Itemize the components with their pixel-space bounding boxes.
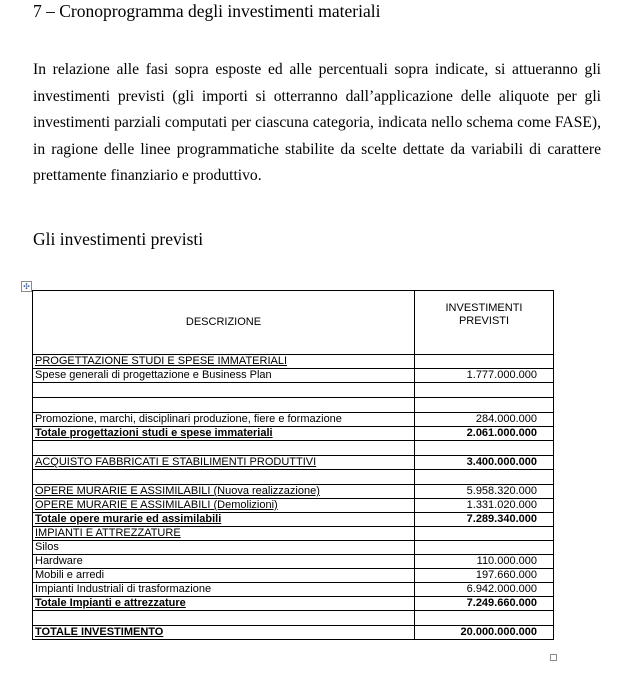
- investments-table: [32, 290, 554, 640]
- row-description: [33, 441, 415, 456]
- row-investment-value: 7.289.340.000: [415, 513, 554, 527]
- header-description-label: DESCRIZIONE: [185, 316, 262, 328]
- header-investments-line1: INVESTIMENTI: [445, 302, 523, 314]
- row-description: OPERE MURARIE E ASSIMILABILI (Demolizioni): [33, 499, 415, 513]
- row-investment-value: 20.000.000.000: [415, 626, 554, 640]
- table-row: [33, 499, 554, 513]
- move-arrows-icon[interactable]: ✣: [21, 281, 32, 292]
- table-row: [33, 355, 554, 369]
- table-row: [33, 555, 554, 569]
- intro-paragraph: In relazione alle fasi sopra esposte ed alle percentuali sopra indicate, si attueranno gli investimenti previsti (gli importi si otterranno dall’applicazione delle aliquote per gli investimenti parziali computati per ciascuna categoria, indicata nello schema come FASE), in ragione delle linee programmatiche stabilite da scelte dettate da variabili di carattere prettamente finanziario e produttivo.: [33, 61, 601, 184]
- table-row: [33, 569, 554, 583]
- table-row: [33, 611, 554, 626]
- row-investment-value: 2.061.000.000: [415, 427, 554, 441]
- row-description: Silos: [33, 541, 415, 555]
- row-investment-value: 3.400.000.000: [415, 456, 554, 470]
- row-investment-value: [415, 441, 554, 456]
- row-investment-value: 284.000.000: [415, 413, 554, 427]
- table-row: [33, 527, 554, 541]
- row-description: [33, 611, 415, 626]
- row-investment-value: 1.777.000.000: [415, 369, 554, 383]
- header-description: [33, 291, 415, 355]
- table-row: [33, 398, 554, 413]
- table-row: [33, 456, 554, 470]
- row-description: Mobili e arredi: [33, 569, 415, 583]
- table-row: [33, 597, 554, 611]
- row-investment-value: 5.958.320.000: [415, 485, 554, 499]
- row-description: Totale progettazioni studi e spese immateriali: [33, 427, 415, 441]
- row-description: Totale opere murarie ed assimilabili: [33, 513, 415, 527]
- table-row: [33, 485, 554, 499]
- row-investment-value: 1.331.020.000: [415, 499, 554, 513]
- subtitle: Gli investimenti previsti: [33, 229, 204, 249]
- row-investment-value: [415, 527, 554, 541]
- table-row: [33, 583, 554, 597]
- table-header-row: [33, 291, 554, 355]
- header-investments-line2: PREVISTI: [458, 315, 510, 327]
- row-investment-value: [415, 398, 554, 413]
- row-investment-value: [415, 541, 554, 555]
- row-description: Impianti Industriali di trasformazione: [33, 583, 415, 597]
- resize-square-icon[interactable]: [550, 654, 557, 661]
- row-description: Hardware: [33, 555, 415, 569]
- investments-table-body: [33, 291, 554, 640]
- row-investment-value: [415, 470, 554, 485]
- row-description: TOTALE INVESTIMENTO: [33, 626, 415, 640]
- row-description: [33, 470, 415, 485]
- row-description: ACQUISTO FABBRICATI E STABILIMENTI PRODUTTIVI: [33, 456, 415, 470]
- row-investment-value: [415, 383, 554, 398]
- table-row: [33, 383, 554, 398]
- table-row: [33, 427, 554, 441]
- table-row: [33, 541, 554, 555]
- table-row: [33, 470, 554, 485]
- table-row: [33, 369, 554, 383]
- row-description: Totale Impianti e attrezzature: [33, 597, 415, 611]
- row-investment-value: 197.660.000: [415, 569, 554, 583]
- table-row: [33, 626, 554, 640]
- row-description: [33, 383, 415, 398]
- row-description: Promozione, marchi, disciplinari produzione, fiere e formazione: [33, 413, 415, 427]
- row-description: [33, 398, 415, 413]
- section-title: 7 – Cronoprogramma degli investimenti materiali: [33, 1, 381, 21]
- table-row: [33, 513, 554, 527]
- row-investment-value: [415, 355, 554, 369]
- row-investment-value: 110.000.000: [415, 555, 554, 569]
- row-description: OPERE MURARIE E ASSIMILABILI (Nuova realizzazione): [33, 485, 415, 499]
- header-investments: [415, 291, 554, 355]
- row-description: Spese generali di progettazione e Business Plan: [33, 369, 415, 383]
- table-row: [33, 441, 554, 456]
- row-investment-value: 7.249.660.000: [415, 597, 554, 611]
- row-description: IMPIANTI E ATTREZZATURE: [33, 527, 415, 541]
- row-description: PROGETTAZIONE STUDI E SPESE IMMATERIALI: [33, 355, 415, 369]
- row-investment-value: 6.942.000.000: [415, 583, 554, 597]
- row-investment-value: [415, 611, 554, 626]
- table-row: [33, 413, 554, 427]
